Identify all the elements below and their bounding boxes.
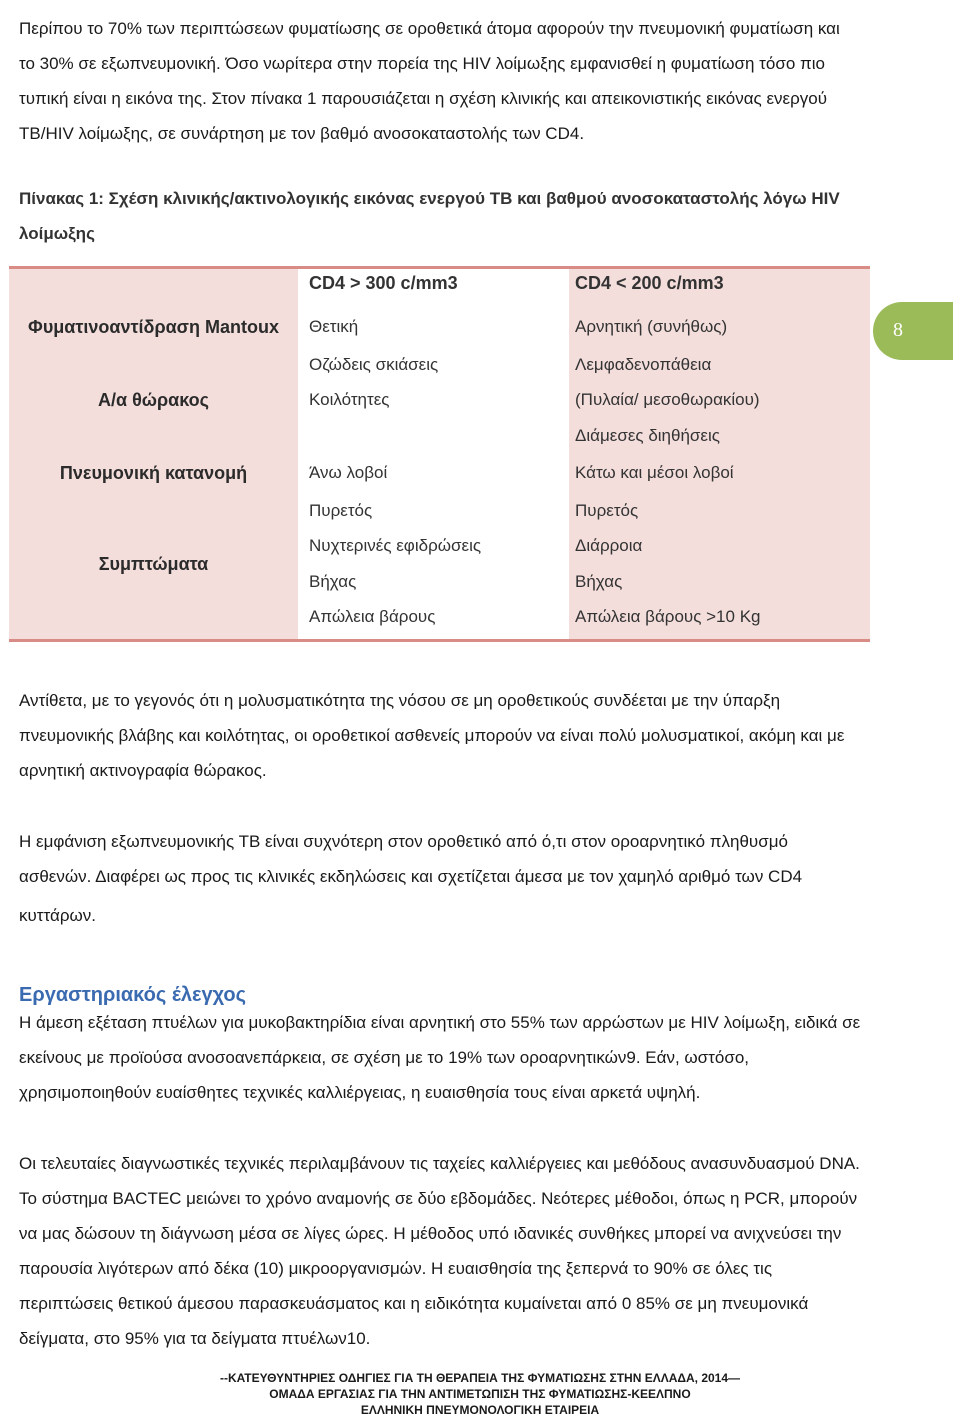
cell-distribution-high: Άνω λοβοί bbox=[309, 463, 388, 482]
table-top-rule bbox=[9, 266, 870, 269]
page-footer bbox=[0, 1370, 960, 1418]
table-bottom-rule bbox=[9, 639, 870, 642]
cell-symptoms-low: Διάρροια bbox=[575, 536, 643, 555]
cell-symptoms-high: Βήχας bbox=[309, 572, 357, 591]
intro-paragraph bbox=[19, 11, 869, 151]
cell-xray-high: Κοιλότητες bbox=[309, 390, 390, 409]
footer-line: ΕΛΛΗΝΙΚΗ ΠΝΕΥΜΟΝΟΛΟΓΙΚΗ ΕΤΑΙΡΕΙΑ bbox=[360, 1403, 600, 1417]
paragraph-infectivity bbox=[19, 683, 869, 788]
paragraph-extrapulmonary bbox=[19, 824, 869, 933]
paragraph-line: Η άμεση εξέταση πτυέλων για μυκοβακτηρίδια είναι αρνητική στο 55% των αρρώστων με HIV λοίμωξη, ειδικά σε bbox=[19, 1013, 861, 1032]
paragraph-sputum bbox=[19, 1005, 869, 1110]
paragraph-line: να μας δώσουν τη διάγνωση μέσα σε λίγες ώρες. Η μέθοδος υπό ιδανικές συνθήκες μπορεί να ανιχνεύσει την bbox=[19, 1224, 842, 1243]
cell-symptoms-low: Πυρετός bbox=[575, 501, 639, 520]
table-header-low-cd4: CD4 < 200 c/mm3 bbox=[575, 273, 724, 293]
footer-line: --ΚΑΤΕΥΘΥΝΤΗΡΙΕΣ ΟΔΗΓΙΕΣ ΓΙΑ ΤΗ ΘΕΡΑΠΕΙΑ ΤΗΣ ΦΥΜΑΤΙΩΣΗΣ ΣΤΗΝ ΕΛΛΑΔΑ, 2014— bbox=[219, 1371, 741, 1385]
cell-symptoms-low: Απώλεια βάρους >10 Kg bbox=[575, 607, 761, 626]
paragraph-line: δείγματα, στο 95% για τα δείγματα πτυέλων10. bbox=[19, 1329, 371, 1348]
footer-line: ΟΜΑΔΑ ΕΡΓΑΣΙΑΣ ΓΙΑ ΤΗΝ ΑΝΤΙΜΕΤΩΠΙΣΗ ΤΗΣ ΦΥΜΑΤΙΩΣΗΣ-ΚΕΕΛΠΝΟ bbox=[269, 1387, 691, 1401]
paragraph-line: περιπτώσεις θετικού άμεσου παρασκευάσματος και η ειδικότητα κυμαίνεται από 0 85% σε μη πνευμονικά bbox=[19, 1294, 809, 1313]
page-number: 8 bbox=[893, 319, 903, 341]
paragraph-line: χρησιμοποιηθούν ευαίσθητες τεχνικές καλλιέργειας, η ευαισθησία τους είναι αρκετά υψηλή. bbox=[19, 1083, 701, 1102]
cell-xray-low: Λεμφαδενοπάθεια bbox=[575, 355, 712, 374]
table-caption bbox=[19, 181, 870, 251]
row-label-xray: Α/α θώρακος bbox=[98, 390, 209, 410]
paragraph-line: Αντίθετα, με το γεγονός ότι η μολυσματικότητα της νόσου σε μη οροθετικούς συνδέεται με την ύπαρξη bbox=[19, 691, 781, 710]
paragraph-line: πνευμονικής βλάβης και κοιλότητας, οι οροθετικοί ασθενείς μπορούν να είναι πολύ μολυσματικοί, ακόμη και με bbox=[19, 726, 845, 745]
paragraph-line: ασθενών. Διαφέρει ως προς τις κλινικές εκδηλώσεις και σχετίζεται άμεσα με τον χαμηλό αριθμό των CD4 bbox=[19, 867, 803, 886]
cell-xray-low: Διάμεσες διηθήσεις bbox=[575, 426, 720, 445]
table-caption-line: λοίμωξης bbox=[19, 224, 95, 243]
cell-symptoms-high: Πυρετός bbox=[309, 501, 373, 520]
row-label-symptoms: Συμπτώματα bbox=[98, 554, 209, 574]
cell-symptoms-low: Βήχας bbox=[575, 572, 623, 591]
intro-line: το 30% σε εξωπνευμονική. Όσο νωρίτερα στην πορεία της HIV λοίμωξης εμφανισθεί η φυματίωση τόσο πιο bbox=[19, 54, 825, 73]
paragraph-line: κυττάρων. bbox=[19, 906, 96, 925]
paragraph-line: Οι τελευταίες διαγνωστικές τεχνικές περιλαμβάνουν τις ταχείες καλλιέργειες και μεθόδους ανασυνδυασμού DNA. bbox=[19, 1154, 860, 1173]
cell-mantoux-low: Αρνητική (συνήθως) bbox=[575, 317, 728, 336]
table-header-high-cd4: CD4 > 300 c/mm3 bbox=[309, 273, 458, 293]
row-label-distribution: Πνευμονική κατανομή bbox=[59, 463, 248, 483]
paragraph-line: εκείνους με προϊούσα ανοσοανεπάρκεια, σε σχέση με το 19% των οροαρνητικών9. Εάν, ωστόσο, bbox=[19, 1048, 750, 1067]
table-caption-line: Πίνακας 1: Σχέση κλινικής/ακτινολογικής εικόνας ενεργού ΤΒ και βαθμού ανοσοκαταστολής λόγω HIV bbox=[19, 189, 840, 208]
cell-symptoms-high: Νυχτερινές εφιδρώσεις bbox=[309, 536, 482, 555]
paragraph-diagnostics bbox=[19, 1146, 869, 1356]
intro-line: ΤΒ/HIV λοίμωξης, σε συνάρτηση με τον βαθμό ανοσοκαταστολής των CD4. bbox=[19, 124, 585, 143]
page-number-badge bbox=[873, 302, 953, 360]
section-heading: Εργαστηριακός έλεγχος bbox=[19, 984, 247, 1006]
cell-xray-low: (Πυλαία/ μεσοθωρακίου) bbox=[575, 390, 760, 409]
paragraph-line: παρουσία λιγότερων από δέκα (10) μικροοργανισμών. Η ευαισθησία της ξεπερνά το 90% σε όλες τις bbox=[19, 1259, 773, 1278]
intro-line: τυπική είναι η εικόνα της. Στον πίνακα 1 παρουσιάζεται η σχέση κλινικής και απεικονιστικής εικόνας ενεργού bbox=[19, 89, 828, 108]
intro-line: Περίπου το 70% των περιπτώσεων φυματίωσης σε οροθετικά άτομα αφορούν την πνευμονική φυματίωση και bbox=[19, 19, 840, 38]
cell-distribution-low: Κάτω και μέσοι λοβοί bbox=[575, 463, 734, 482]
clinical-table bbox=[9, 266, 870, 642]
paragraph-line: αρνητική ακτινογραφία θώρακος. bbox=[19, 761, 267, 780]
cell-mantoux-high: Θετική bbox=[309, 317, 359, 336]
paragraph-line: Το σύστημα BACTEC μειώνει το χρόνο αναμονής σε δύο εβδομάδες. Νεότερες μέθοδοι, όπως η PCR, μπορούν bbox=[19, 1189, 858, 1208]
row-label-mantoux: Φυματινοαντίδραση Mantoux bbox=[28, 317, 279, 337]
cell-symptoms-high: Απώλεια βάρους bbox=[309, 607, 436, 626]
paragraph-line: Η εμφάνιση εξωπνευμονικής ΤΒ είναι συχνότερη στον οροθετικό από ό,τι στον οροαρνητικό πληθυσμό bbox=[19, 832, 788, 851]
cell-xray-high: Οζώδεις σκιάσεις bbox=[309, 355, 439, 374]
